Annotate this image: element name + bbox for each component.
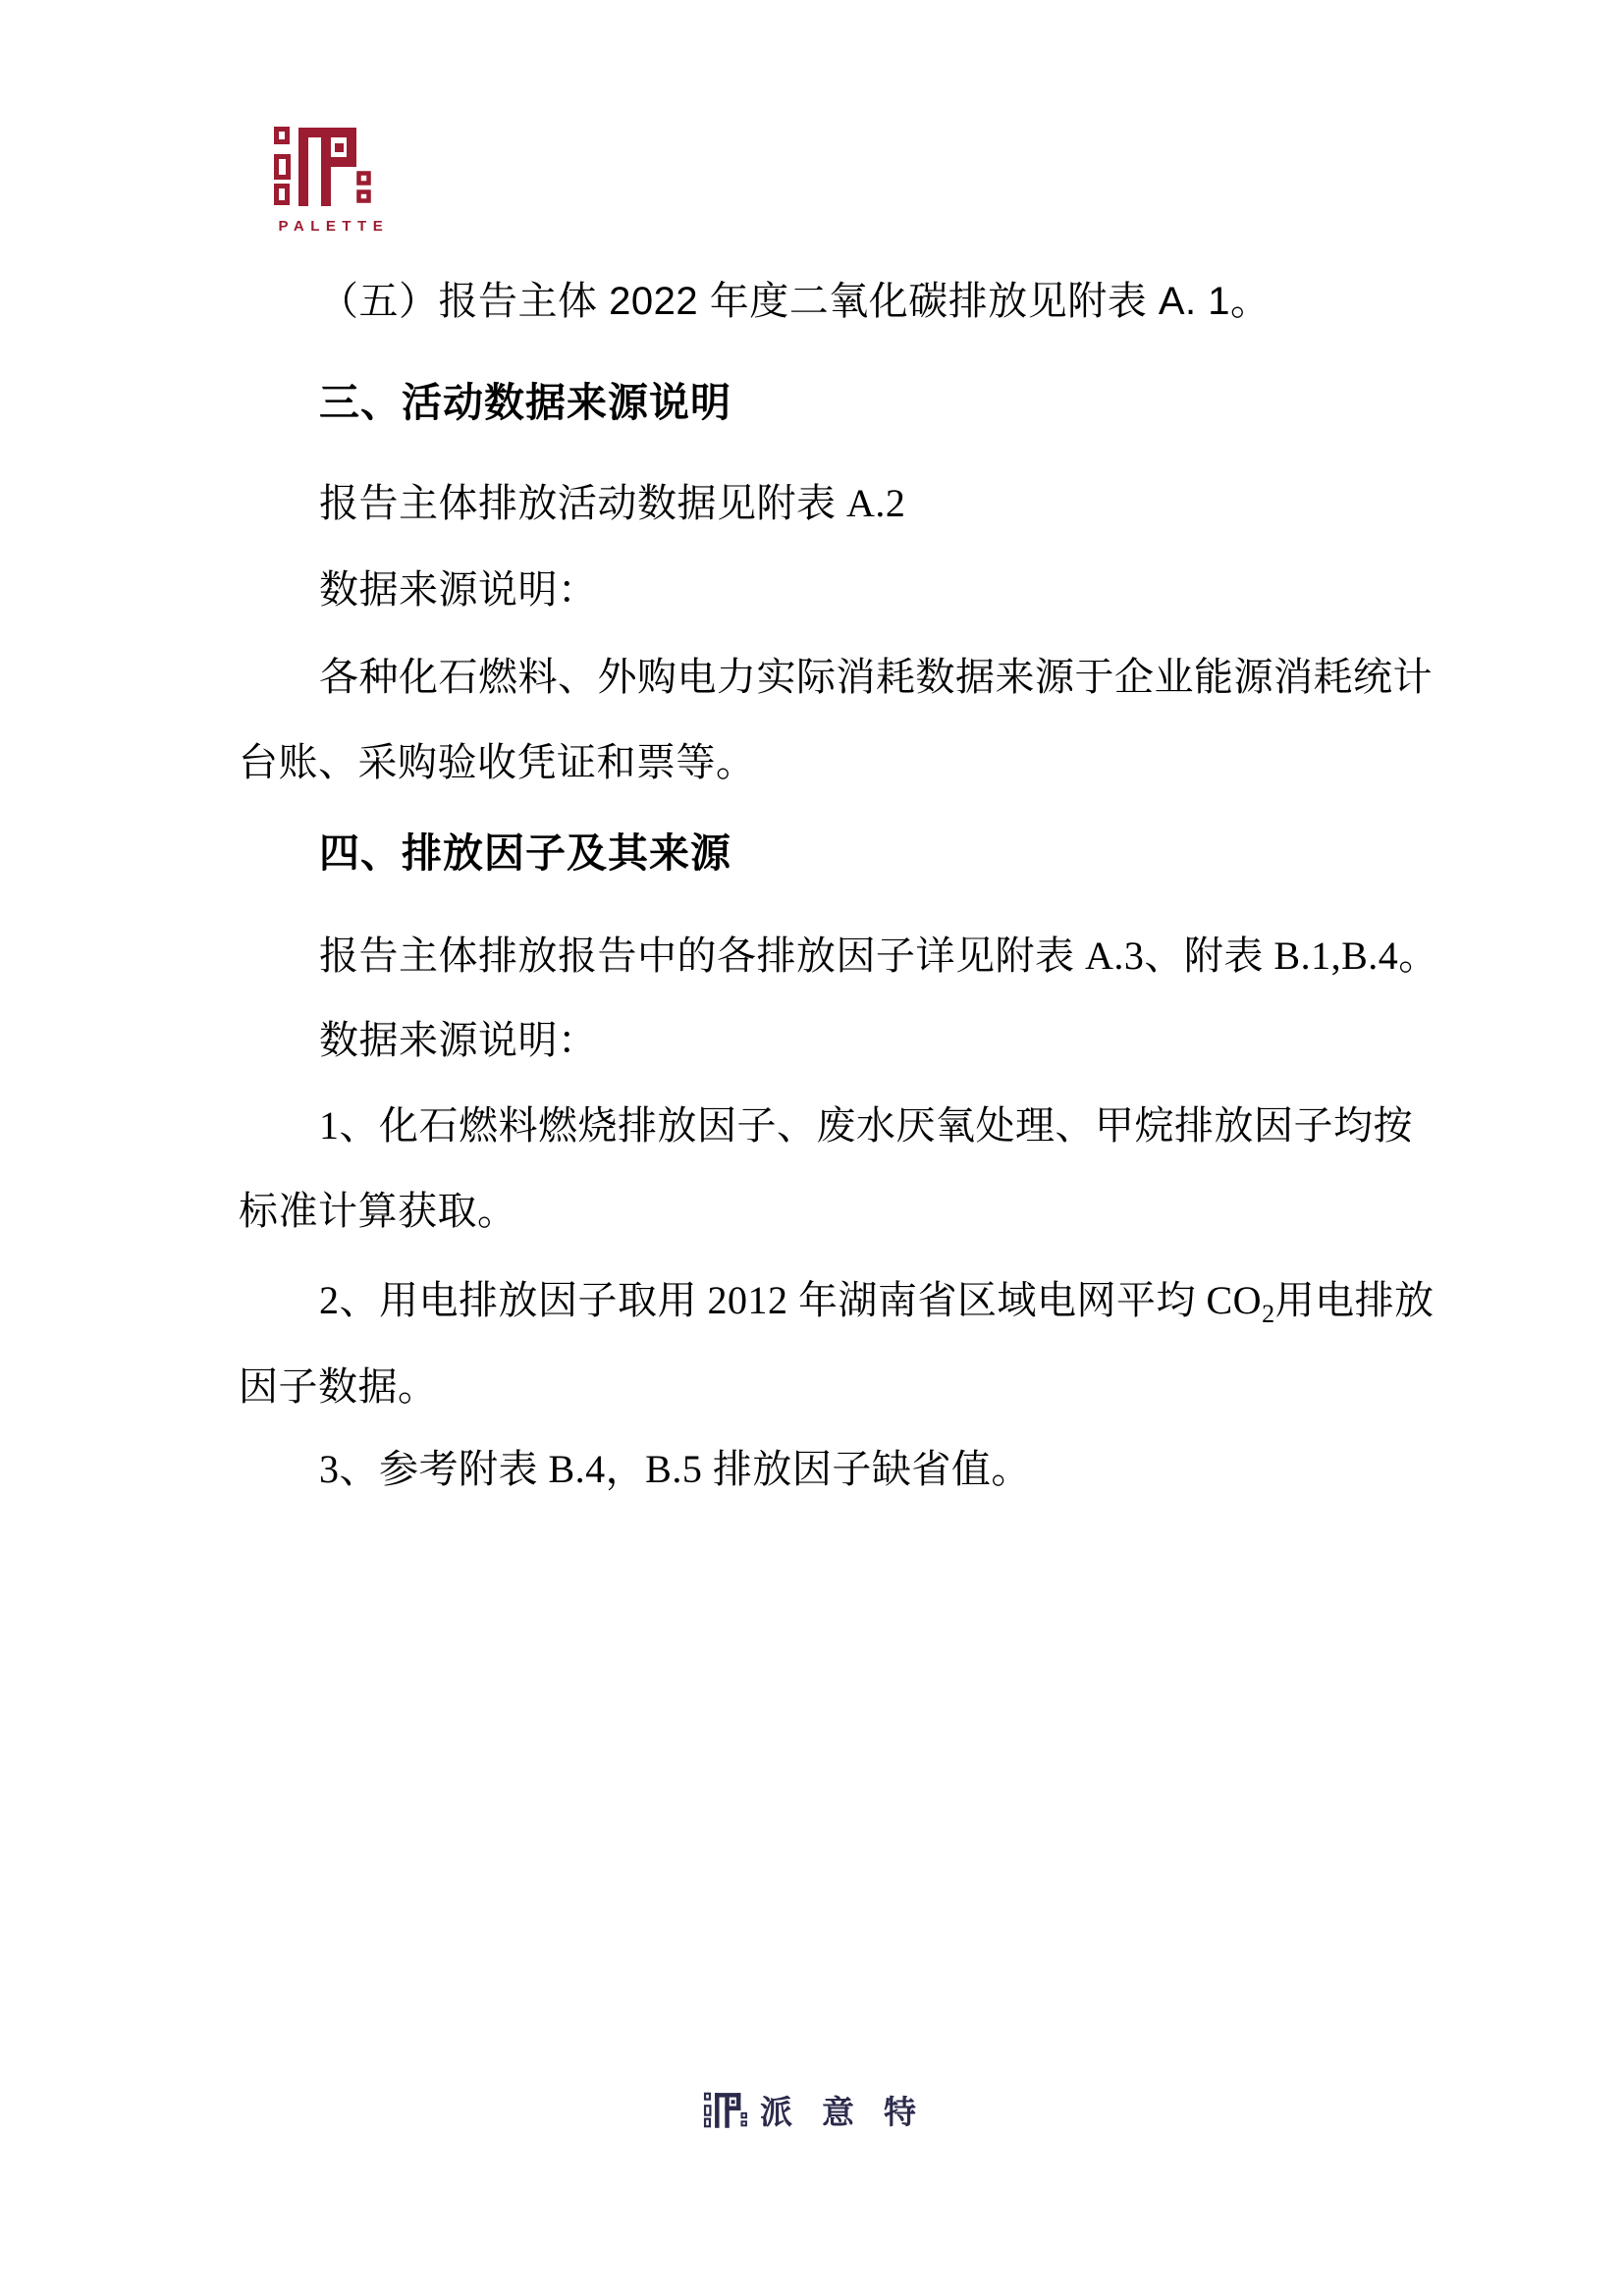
para-fuel-consumption-line2: 台账、采购验收凭证和票等。 <box>239 740 756 784</box>
paiyite-wordmark: 派意特 <box>760 2094 946 2130</box>
heading-emission-factors: 四、排放因子及其来源 <box>319 830 731 876</box>
palette-maze-icon <box>272 121 373 211</box>
palette-logo <box>272 121 390 235</box>
para-fuel-consumption-line1: 各种化石燃料、外购电力实际消耗数据来源于企业能源消耗统计 <box>319 655 1433 699</box>
paiyite-maze-icon <box>703 2090 748 2130</box>
para-data-source-label-2: 数据来源说明： <box>319 1018 598 1062</box>
item2-text-post: 用电排放 <box>1274 1278 1435 1322</box>
paiyite-footer-logo <box>703 2087 946 2133</box>
para-emission-factor-ref: 报告主体排放报告中的各排放因子详见附表 A.3、附表 B.1,B.4。 <box>319 934 1438 978</box>
para-activity-data-ref: 报告主体排放活动数据见附表 A.2 <box>319 481 906 525</box>
item2-text-pre: 2、用电排放因子取用 2012 年湖南省区域电网平均 CO <box>319 1278 1263 1322</box>
co2-subscript: 2 <box>1262 1300 1275 1328</box>
palette-logo-wordmark: PALETTE <box>278 218 390 235</box>
para-item2-line2: 因子数据。 <box>239 1364 438 1409</box>
para-item2-line1 <box>319 1277 1435 1328</box>
heading-activity-data-source: 三、活动数据来源说明 <box>319 380 731 425</box>
para-item3: 3、参考附表 B.4，B.5 排放因子缺省值。 <box>319 1447 1031 1491</box>
para-co2-emission-ref: （五）报告主体 2022 年度二氧化碳排放见附表 A. 1。 <box>319 280 1271 323</box>
para-item1-line2: 标准计算获取。 <box>239 1189 517 1233</box>
para-data-source-label: 数据来源说明： <box>319 567 598 612</box>
para-item1-line1: 1、化石燃料燃烧排放因子、废水厌氧处理、甲烷排放因子均按 <box>319 1103 1413 1148</box>
